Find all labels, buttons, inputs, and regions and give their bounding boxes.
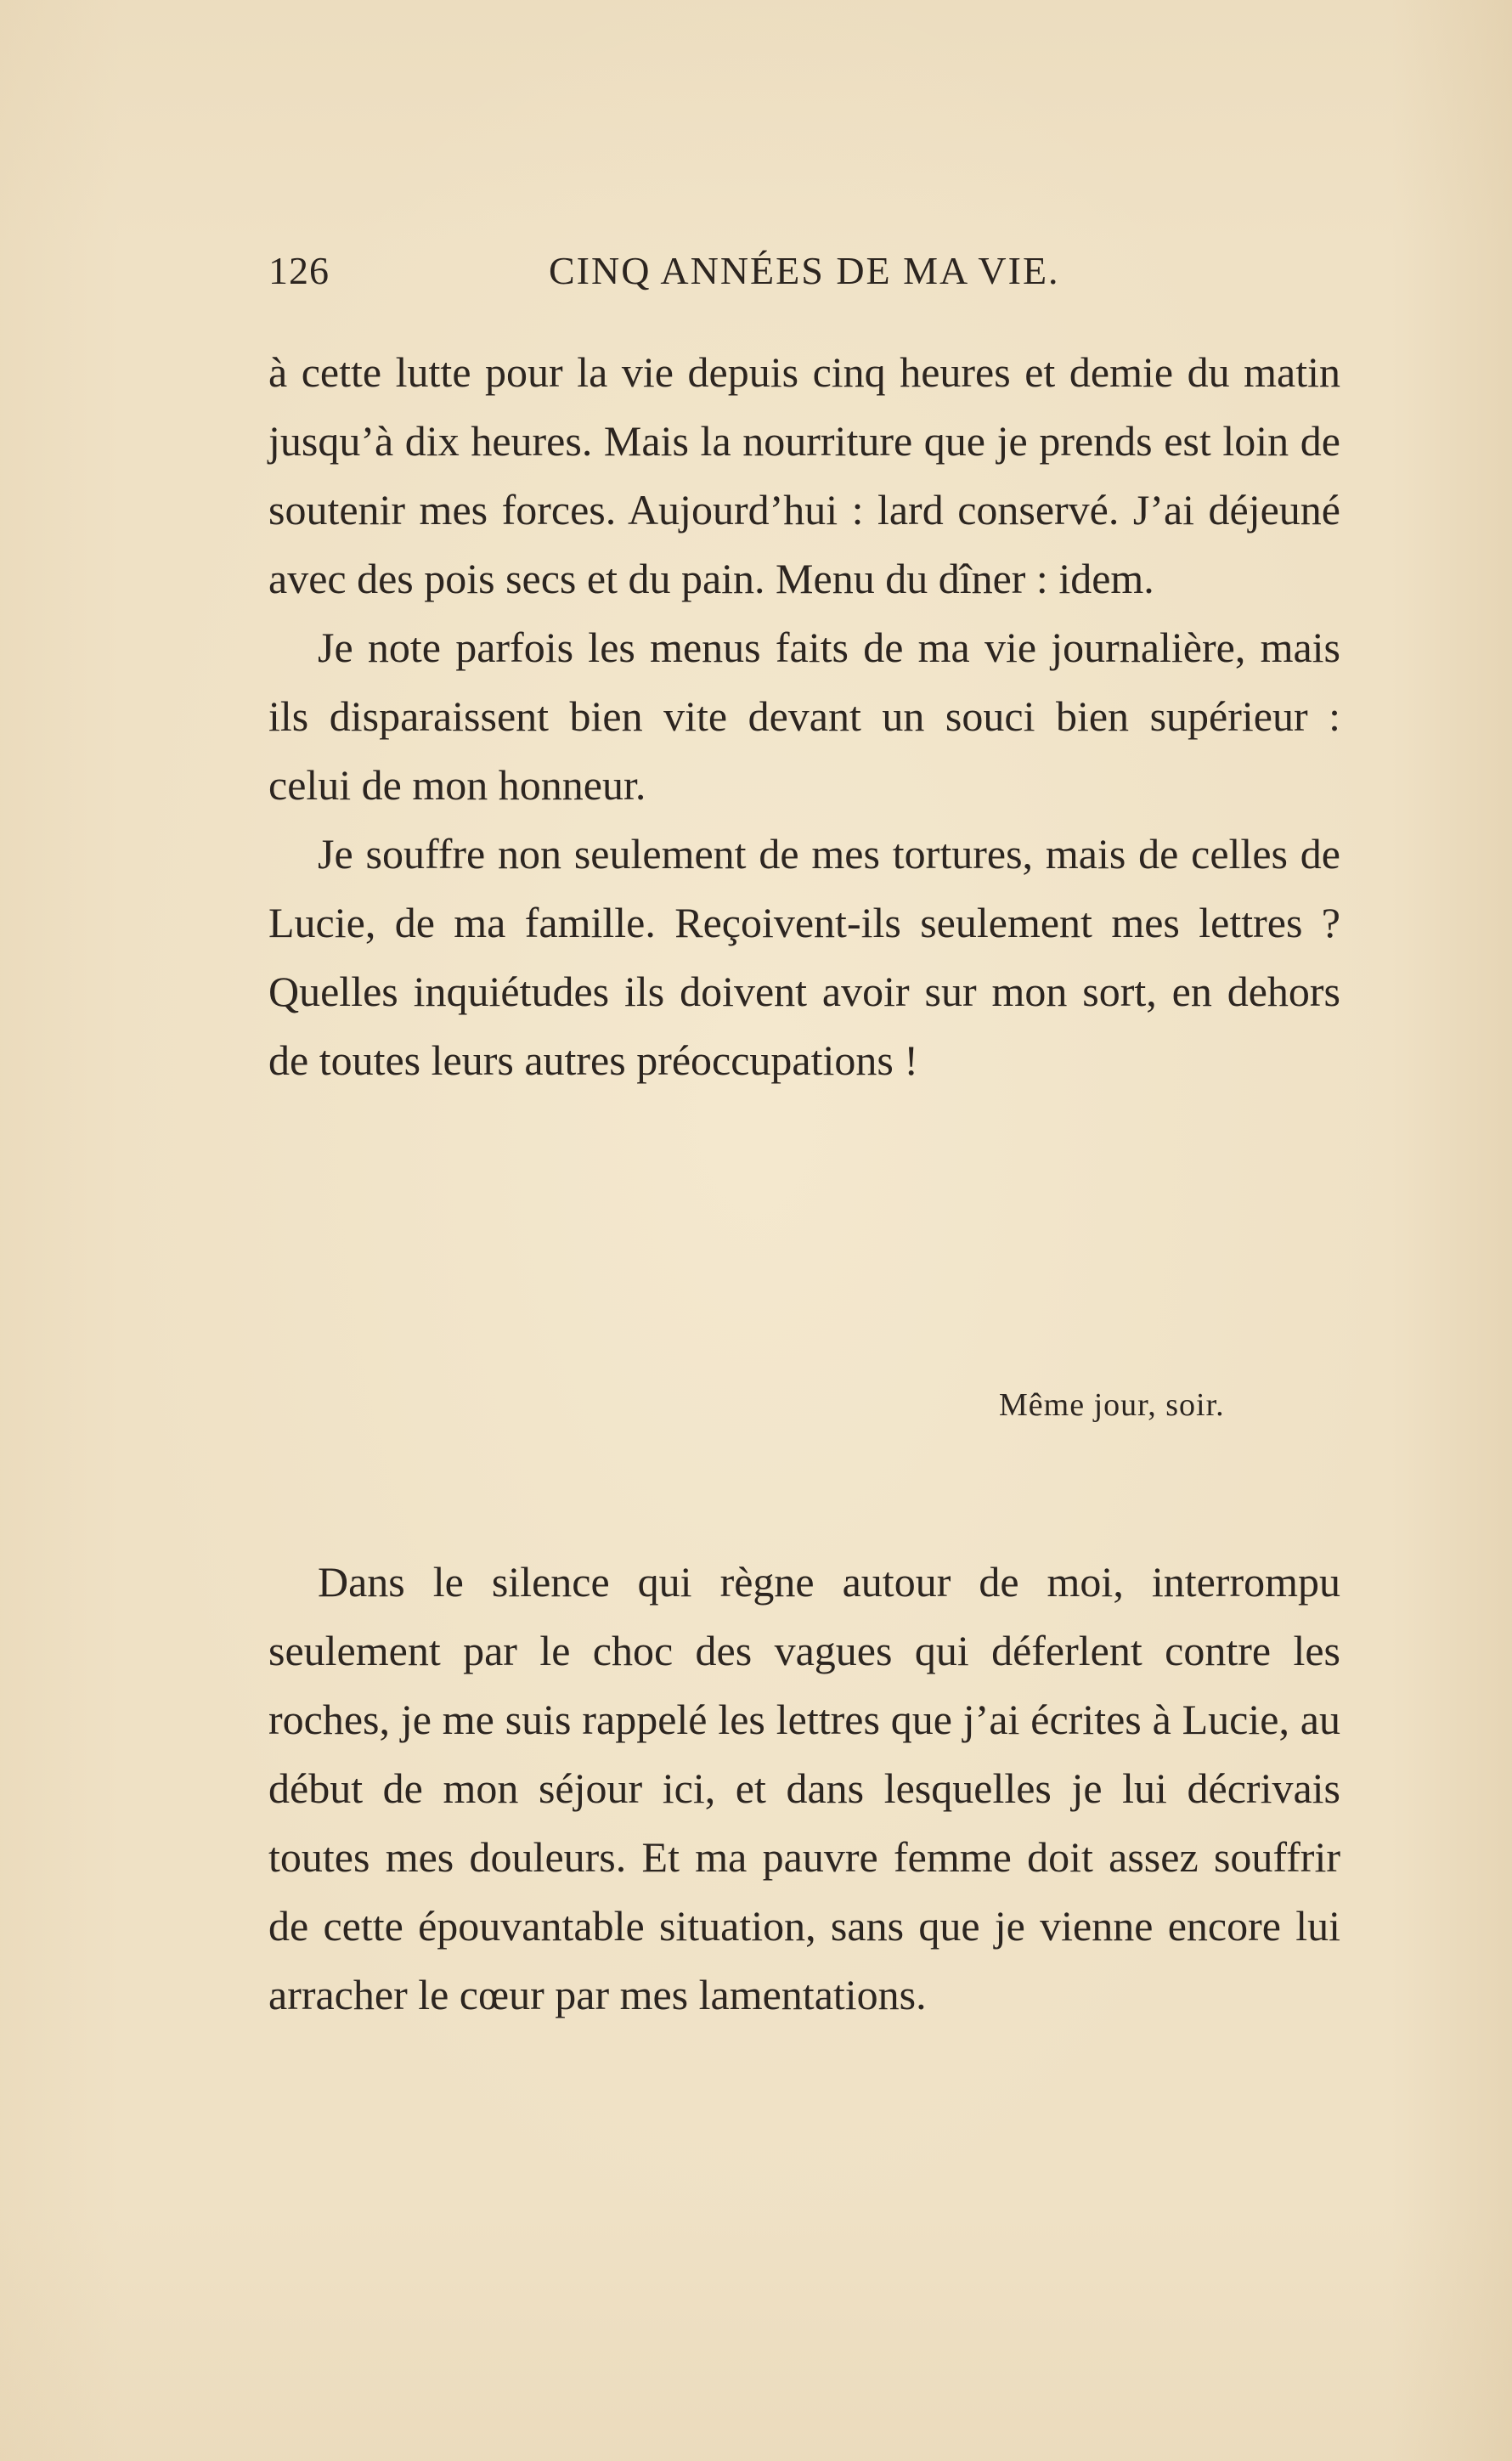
dateline: Même jour, soir. (999, 1387, 1225, 1423)
page-number: 126 (268, 249, 330, 292)
paragraph: Je note parfois les menus faits de ma vie journalière, mais ils disparaissent bien vite devant un souci bien supérieur : celui de mon honneur. (268, 624, 1340, 809)
text-block-before (268, 338, 1340, 1095)
running-title: CINQ ANNÉES DE MA VIE. (549, 249, 1060, 292)
paragraph: Je souffre non seulement de mes tortures, mais de celles de Lucie, de ma famille. Reçoivent-ils seulement mes lettres ? Quelles inquiétudes ils doivent avoir sur mon sort, en dehors de toutes leurs autres préoccupations ! (268, 830, 1340, 1084)
running-header (268, 248, 1339, 299)
paragraph: Dans le silence qui règne autour de moi, interrompu seulement par le choc des vagues qui déferlent contre les roches, je me suis rappelé les lettres que j’ai écrites à Lucie, au début de mon séjour ici, et dans lesquelles je lui décrivais toutes mes douleurs. Et ma pauvre femme doit assez souffrir de cette épouvantable situation, sans que je vienne encore lui arracher le cœur par mes lamentations. (268, 1558, 1340, 2018)
paragraph: à cette lutte pour la vie depuis cinq heures et demie du matin jusqu’à dix heures. Mais la nourriture que je prends est loin de soutenir mes forces. Aujourd’hui : lard conservé. J’ai déjeuné avec des pois secs et du pain. Menu du dîner : idem. (268, 348, 1340, 602)
text-block-after (268, 1548, 1340, 2029)
